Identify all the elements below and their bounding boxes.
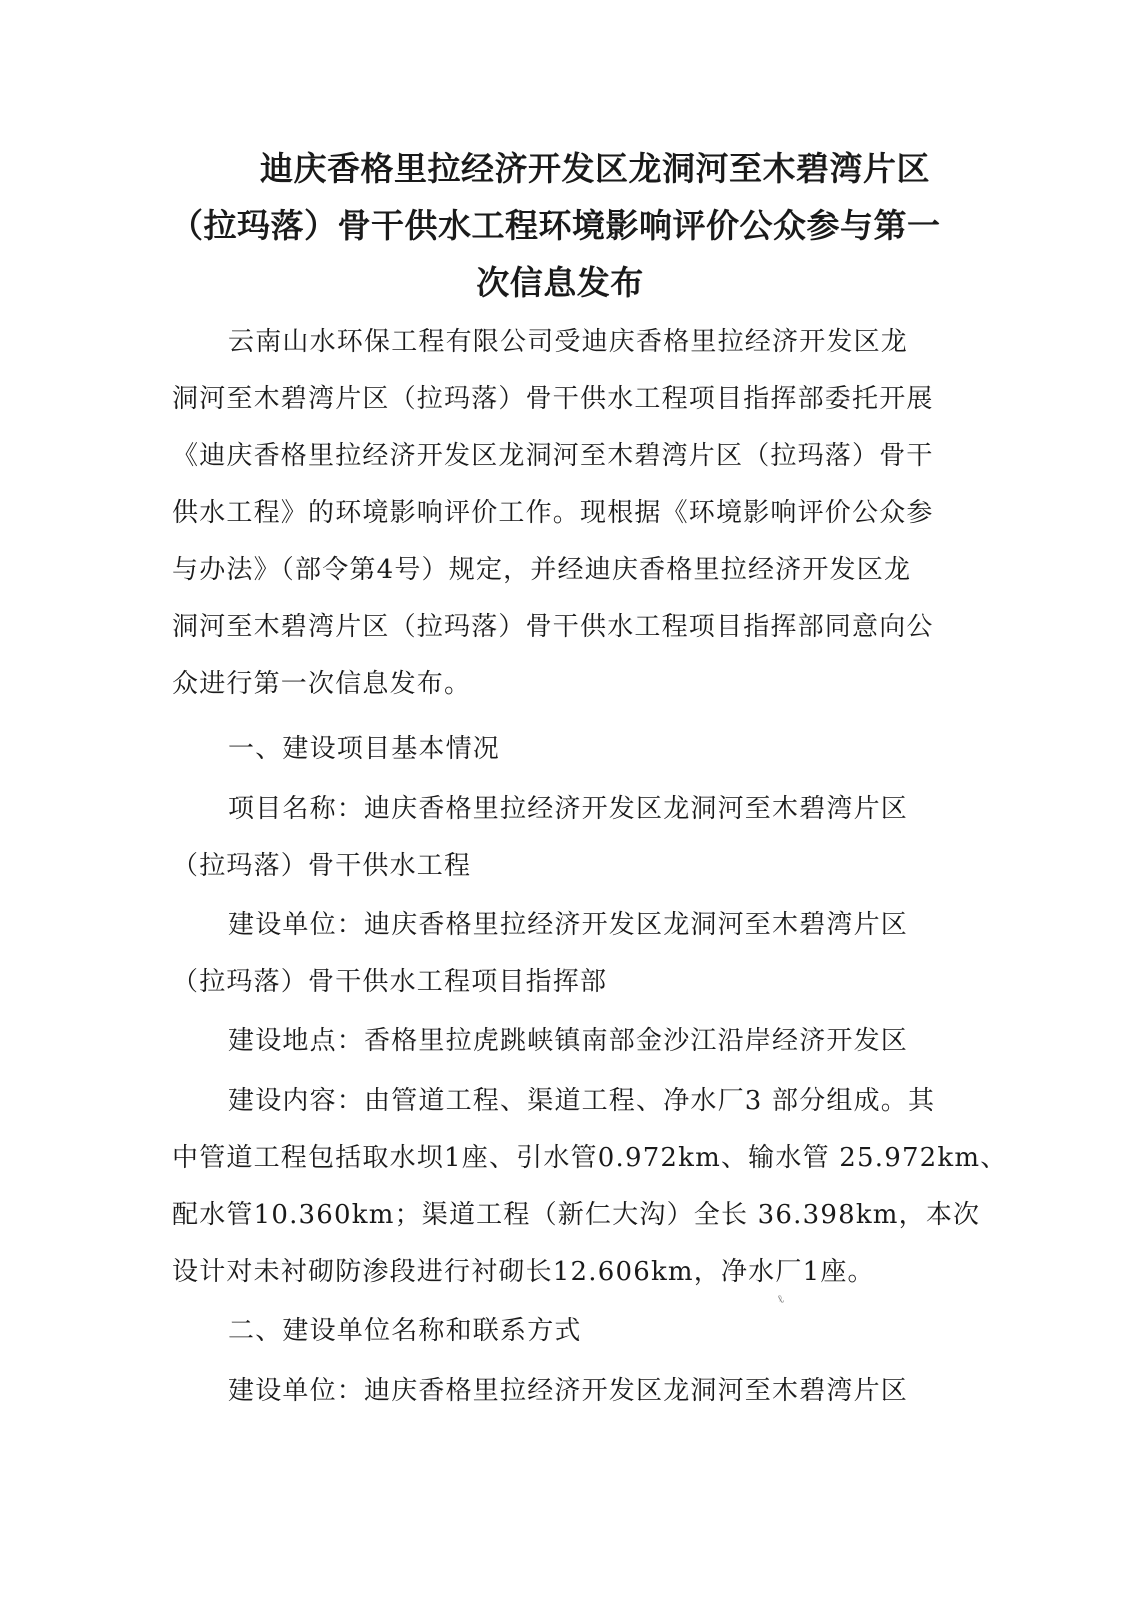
section-2-heading-text: 二、建设单位名称和联系方式: [228, 1316, 582, 1346]
builder-contact-line: 建设单位：迪庆香格里拉经济开发区龙洞河至木碧湾片区: [228, 1376, 909, 1406]
builder-contact-paragraph: [172, 1363, 947, 1420]
builder-paragraph: [172, 897, 947, 1011]
project-name-line: （拉玛落）骨干供水工程: [172, 851, 472, 881]
content-line: 建设内容：由管道工程、渠道工程、净水厂3 部分组成。其: [228, 1086, 936, 1116]
content-line: 设计对未衬砌防渗段进行衬砌长12.606km，净水厂1座。: [172, 1257, 875, 1287]
project-name-line: 项目名称：迪庆香格里拉经济开发区龙洞河至木碧湾片区: [228, 794, 909, 824]
intro-line: 众进行第一次信息发布。: [172, 669, 472, 699]
location-line: 建设地点：香格里拉虎跳峡镇南部金沙江沿岸经济开发区: [228, 1026, 909, 1056]
content-paragraph: [172, 1073, 1008, 1301]
content-line: 配水管10.360km；渠道工程（新仁大沟）全长 36.398km，本次: [172, 1200, 981, 1230]
title-line-3: 次信息发布: [476, 263, 644, 302]
section-1-heading-text: 一、建设项目基本情况: [228, 734, 501, 764]
location-paragraph: [172, 1013, 947, 1070]
intro-line: 洞河至木碧湾片区（拉玛落）骨干供水工程项目指挥部同意向公: [172, 612, 934, 642]
document-title: [170, 140, 950, 311]
intro-line: 《迪庆香格里拉经济开发区龙洞河至木碧湾片区（拉玛落）骨干: [172, 441, 934, 471]
title-line-1: 迪庆香格里拉经济开发区龙洞河至木碧湾片区: [260, 149, 930, 188]
section-2-heading: [172, 1303, 947, 1360]
builder-line: （拉玛落）骨干供水工程项目指挥部: [172, 967, 608, 997]
intro-line: 供水工程》的环境影响评价工作。现根据《环境影响评价公众参: [172, 498, 934, 528]
title-line-2: （拉玛落）骨干供水工程环境影响评价公众参与第一: [170, 206, 941, 245]
builder-line: 建设单位：迪庆香格里拉经济开发区龙洞河至木碧湾片区: [228, 910, 909, 940]
intro-line: 与办法》（部令第4号）规定，并经迪庆香格里拉经济开发区龙: [172, 555, 912, 585]
scan-speck-mark: ℓ: [774, 1291, 787, 1307]
content-line: 中管道工程包括取水坝1座、引水管0.972km、输水管 25.972km、: [172, 1143, 1008, 1173]
intro-paragraph: [172, 314, 947, 713]
project-name-paragraph: [172, 781, 947, 895]
intro-line: 洞河至木碧湾片区（拉玛落）骨干供水工程项目指挥部委托开展: [172, 384, 934, 414]
section-1-heading: [172, 721, 947, 778]
intro-line: 云南山水环保工程有限公司受迪庆香格里拉经济开发区龙: [228, 327, 909, 357]
